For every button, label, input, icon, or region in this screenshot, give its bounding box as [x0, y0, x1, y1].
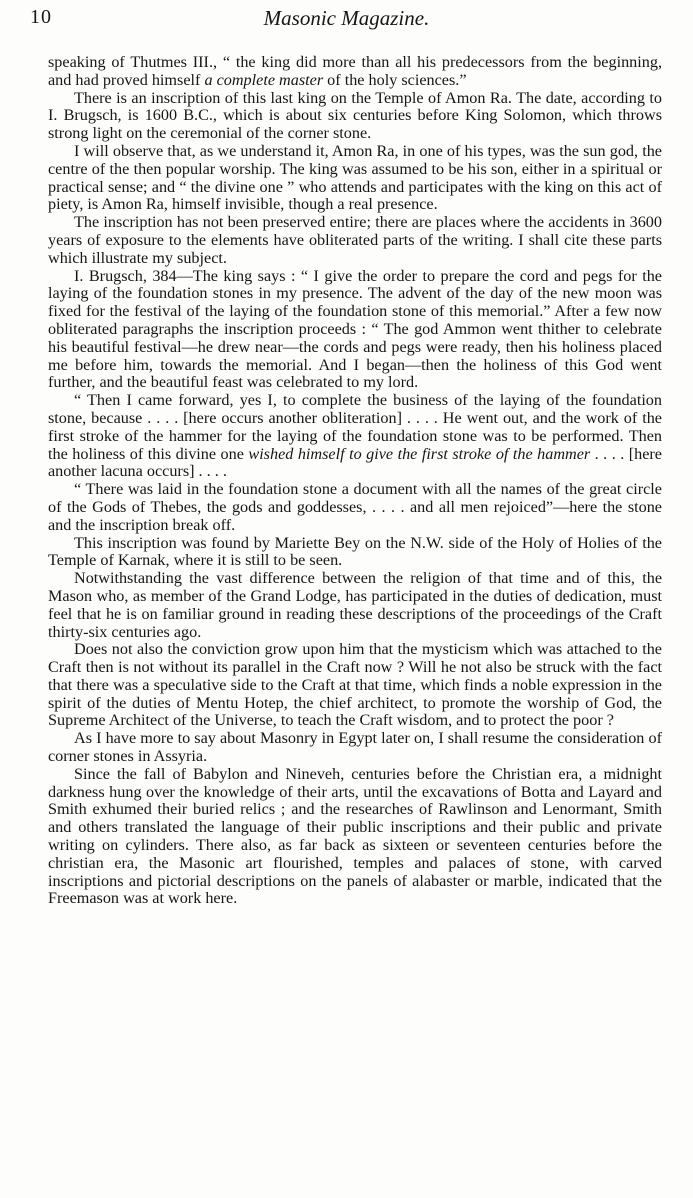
paragraph: [48, 90, 662, 143]
paragraph: [48, 481, 662, 534]
italic-text: wished himself to give the first stroke of the hammer: [248, 444, 591, 463]
page-number: 10: [30, 6, 52, 28]
paragraph: [48, 143, 662, 214]
text-run: Since the fall of Babylon and Nineveh, centuries before the Christian era, a midnight darkness hung over the knowledge of their arts, until the excavations of Botta and Layard and Smith exhumed their buried relics ; and the researches of Rawlinson and Lenormant, Smith and others translated the language of their public inscriptions and their public and private writing on cylinders. There also, as far back as sixteen or seventeen centuries before the christian era, the Masonic art flourished, temples and palaces of stone, with carved inscriptions and pictorial descriptions on the panels of alabaster or marble, indicated that the Freemason was at work here.: [48, 764, 662, 908]
text-run: Does not also the conviction grow upon him that the mysticism which was attached to the Craft then is not without its parallel in the Craft now ? Will he not also be struck with the fact that there was a speculative side to the Craft at that time, which finds a noble expression in the spirit of the duties of Mentu Hotep, the chief architect, to promote the worship of God, the Supreme Architect of the Universe, to teach the Craft wisdom, and to protect the poor ?: [48, 640, 662, 730]
paragraph: [48, 570, 662, 641]
text-run: Notwithstanding the vast difference between the religion of that time and of this, the Mason who, as member of the Grand Lodge, has participated in the duties of dedication, must feel that he is on familiar ground in reading these descriptions of the proceedings of the Craft thirty-six centuries ago.: [48, 569, 662, 641]
paragraph: [48, 730, 662, 766]
running-title: Masonic Magazine.: [263, 6, 430, 30]
paragraph: [48, 392, 662, 481]
text-run: I will observe that, as we understand it, Amon Ra, in one of his types, was the sun god, the centre of the then popular worship. The king was assumed to be his son, either in a spiritual or practical sense; and “ the divine one ” who attends and participates with the king on this act of piety, is Amon Ra, himself invisible, though a real presence.: [48, 141, 662, 214]
text-run: There is an inscription of this last king on the Temple of Amon Ra. The date, according to I. Brugsch, is 1600 B.C., which is about six centuries before King Solomon, which throws strong light on the ceremonial of the corner stone.: [48, 88, 662, 143]
text-run: This inscription was found by Mariette Bey on the N.W. side of the Holy of Holies of the Temple of Karnak, where it is still to be seen.: [48, 533, 662, 570]
paragraph: [48, 214, 662, 267]
article-body: [48, 54, 662, 908]
paragraph: [48, 54, 662, 90]
text-run: of the holy sciences.”: [323, 70, 467, 89]
text-run: speaking of Thutmes III., “ the king did more than all his predecessors from the beginning, and had proved himself: [48, 53, 662, 89]
running-header: [30, 6, 663, 34]
text-run: . . . . [here another lacuna occurs] . . . .: [48, 444, 662, 481]
italic-text: a complete master: [204, 70, 324, 89]
text-run: I. Brugsch, 384—The king says : “ I give the order to prepare the cord and pegs for the laying of the foundation stones in my presence. The advent of the day of the new moon was fixed for the festival of the laying of the foundation stone of this memorial.” After a few now obliterated paragraphs the inscription proceeds : “ The god Ammon went thither to celebrate his beautiful festival—he drew near—the cords and pegs were ready, then his holiness placed me before him, towards the memorial. And I began—then the holiness of this God went further, and the beautiful feast was celebrated to my lord.: [48, 266, 662, 392]
text-run: The inscription has not been preserved entire; there are places where the accidents in 3600 years of exposure to the elements have obliterated parts of the writing. I shall cite these parts which illustrate my subject.: [48, 213, 662, 267]
text-run: “ There was laid in the foundation stone a document with all the names of the great circle of the Gods of Thebes, the gods and goddesses, . . . . and all men rejoiced”—here the stone and the inscription break off.: [48, 480, 662, 534]
paragraph: [48, 641, 662, 730]
paragraph: [48, 766, 662, 908]
paragraph: [48, 268, 662, 393]
paragraph: [48, 535, 662, 571]
text-run: As I have more to say about Masonry in Egypt later on, I shall resume the consideration of corner stones in Assyria.: [48, 729, 662, 766]
text-run: “ Then I came forward, yes I, to complete the business of the laying of the foundation stone, because . . . . [here occurs another obliteration] . . . . He went out, and the work of the first stroke of the hammer for the laying of the foundation stone was to be performed. Then the holiness of this divine one: [48, 391, 662, 463]
